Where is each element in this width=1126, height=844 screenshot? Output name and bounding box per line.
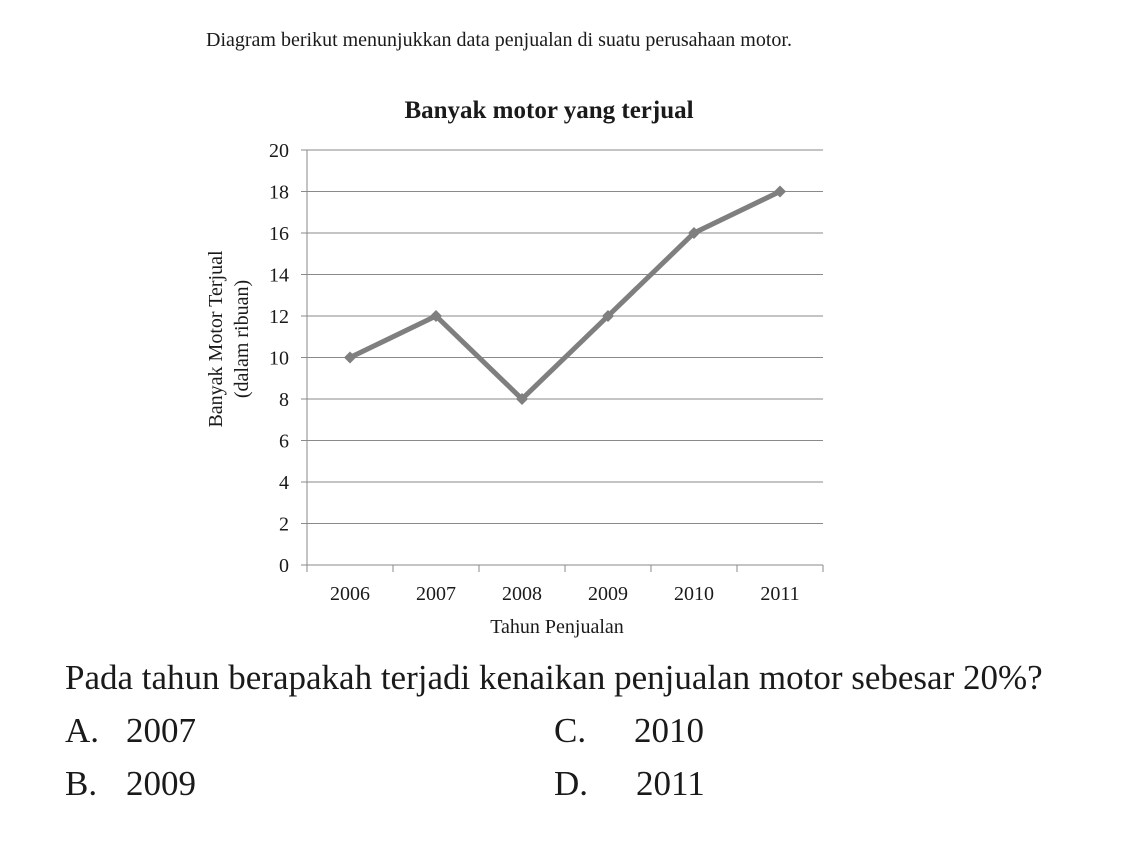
x-tick-label: 2007 xyxy=(416,583,456,605)
x-tick-label: 2006 xyxy=(330,583,370,605)
y-tick-label: 8 xyxy=(279,389,289,411)
y-axis-label-line1: Banyak Motor Terjual xyxy=(205,250,227,428)
x-tick-label: 2010 xyxy=(674,583,714,605)
x-tick-label: 2008 xyxy=(502,583,542,605)
option-value: 2009 xyxy=(126,764,196,803)
y-tick-label: 20 xyxy=(269,140,289,162)
y-tick-label: 4 xyxy=(279,472,289,494)
y-axis-label xyxy=(205,250,253,428)
option-c[interactable] xyxy=(554,709,704,753)
y-tick-label: 16 xyxy=(269,223,289,245)
option-value: 2010 xyxy=(634,711,704,750)
y-tick-labels xyxy=(269,140,289,577)
y-tick-label: 0 xyxy=(279,555,289,577)
series xyxy=(344,186,786,406)
y-tick-label: 18 xyxy=(269,181,289,204)
y-tick-label: 14 xyxy=(269,264,289,287)
x-tick-labels xyxy=(330,583,800,605)
option-letter: A. xyxy=(65,711,100,750)
intro-text: Diagram berikut menunjukkan data penjualan di suatu perusahaan motor. xyxy=(206,29,792,51)
option-letter: B. xyxy=(65,764,98,803)
y-axis-label-line2: (dalam ribuan) xyxy=(231,279,253,399)
option-value: 2011 xyxy=(636,764,705,803)
y-tick-label: 12 xyxy=(269,306,289,328)
series-line xyxy=(350,192,780,400)
x-axis-label: Tahun Penjualan xyxy=(490,616,624,638)
y-tick-label: 10 xyxy=(269,347,289,370)
y-tick-label: 6 xyxy=(279,430,289,453)
x-tick-label: 2009 xyxy=(588,583,628,605)
option-a[interactable] xyxy=(65,709,196,753)
option-b[interactable] xyxy=(65,762,196,806)
option-letter: C. xyxy=(554,711,587,750)
option-value: 2007 xyxy=(126,711,196,750)
y-tick-label: 2 xyxy=(279,513,289,536)
chart-title: Banyak motor yang terjual xyxy=(404,97,694,124)
question-text: Pada tahun berapakah terjadi kenaikan penjualan motor sebesar 20%? xyxy=(65,658,1043,697)
x-tick-label: 2011 xyxy=(760,583,800,605)
option-letter: D. xyxy=(554,764,589,803)
option-d[interactable] xyxy=(554,762,705,806)
